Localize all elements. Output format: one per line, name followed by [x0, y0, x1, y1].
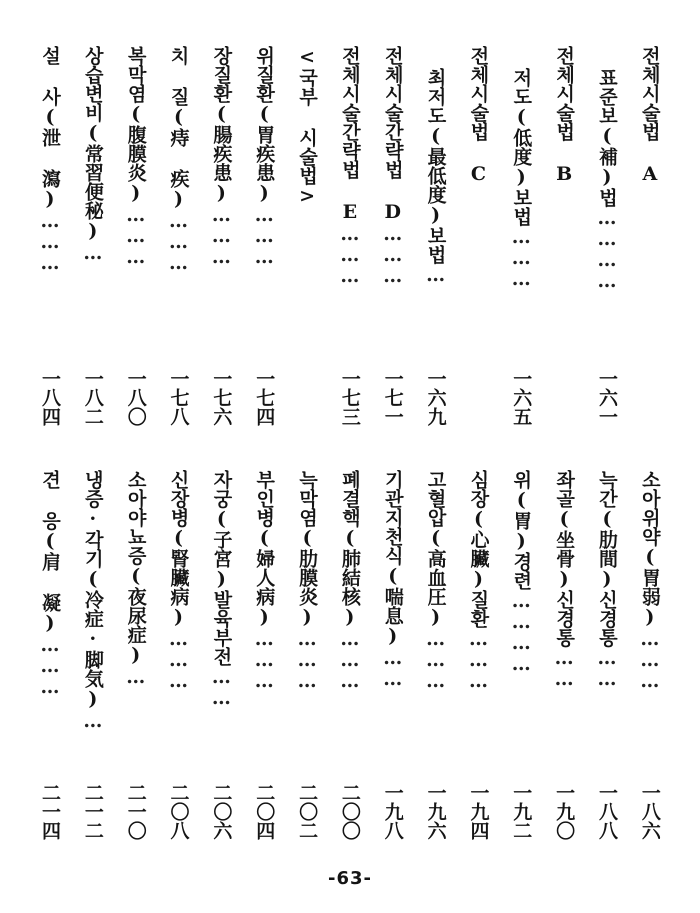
toc-entry-page: 一九四	[467, 783, 490, 840]
toc-entry-page: 二一二	[81, 783, 104, 840]
toc-entry-page: 一七四	[253, 369, 276, 426]
toc-entry	[73, 470, 113, 840]
toc-column-top	[30, 46, 670, 426]
toc-entry-leader: ………	[167, 210, 190, 273]
toc-entry-title: 폐결핵(肺結核)	[338, 470, 361, 628]
toc-entry	[587, 470, 627, 840]
toc-entry	[116, 46, 156, 426]
toc-entry-page: 一九二	[510, 783, 533, 840]
toc-entry-leader: ………	[210, 204, 233, 267]
toc-entry-page: 二〇八	[167, 783, 190, 840]
toc-entry-leader: …	[424, 264, 447, 285]
toc-entry-title: 전체시술간략법 D	[381, 46, 404, 223]
toc-entry-page: 二一〇	[124, 783, 147, 840]
toc-entry-title: 최저도(最低度)보법	[424, 68, 447, 264]
toc-entry-title: 냉증·각기(冷症·脚気)	[81, 470, 104, 710]
toc-entry	[501, 46, 541, 426]
toc-entry-title: 신장병(腎臟病)	[167, 470, 190, 628]
toc-entry-leader: ……	[210, 666, 233, 708]
toc-entry-page: 一六五	[510, 369, 533, 426]
toc-entry-leader: ………	[510, 226, 533, 289]
toc-entry-page: 一八〇	[124, 369, 147, 426]
toc-entry-leader: ………	[253, 628, 276, 691]
toc-entry-title: 좌골(坐骨)신경통	[553, 470, 576, 647]
toc-entry-leader: ……	[381, 647, 404, 689]
toc-entry-page: 一九八	[381, 783, 404, 840]
toc-entry-leader: …	[81, 242, 104, 263]
toc-entry-title: 부인병(婦人病)	[253, 470, 276, 628]
toc-entry	[159, 46, 199, 426]
toc-entry	[201, 46, 241, 426]
toc-entry-title: 심장(心臟)질환	[467, 470, 490, 628]
toc-entry	[630, 46, 670, 426]
toc-entry-title: 설 사(泄 瀉)	[39, 46, 61, 210]
toc-entry-page: 一九六	[424, 783, 447, 840]
toc-entry-page: 一九〇	[553, 783, 576, 840]
toc-entry-leader: ………	[296, 628, 319, 691]
toc-entry	[30, 46, 70, 426]
toc-entry-page: 二一四	[39, 783, 61, 840]
toc-entry-leader: …	[124, 666, 147, 687]
toc-entry	[544, 470, 584, 840]
toc-entry-page: 一八二	[81, 369, 104, 426]
toc-entry-title: 소아야뇨증(夜尿症)	[124, 470, 147, 666]
toc-entry-title: 저도(低度)보법	[510, 68, 533, 226]
toc-entry-leader: ………	[467, 628, 490, 691]
toc-entry	[244, 470, 284, 840]
toc-entry	[330, 470, 370, 840]
toc-entry-leader: …………	[510, 590, 533, 674]
toc-entry	[244, 46, 284, 426]
toc-entry-title: 소아위약(胃弱)	[638, 470, 661, 628]
toc-entry-page: 一六九	[424, 369, 447, 426]
toc-entry-page: 一八四	[39, 369, 61, 426]
toc-entry-page: 一六一	[595, 369, 618, 426]
toc-entry-page: 一七一	[381, 369, 404, 426]
toc-entry	[287, 46, 327, 426]
toc-entry	[201, 470, 241, 840]
toc-entry-leader: ………	[253, 204, 276, 267]
toc-entry	[373, 46, 413, 426]
toc-entry	[116, 470, 156, 840]
toc-entry-title: 자궁(子宮)발육부전	[210, 470, 233, 666]
toc-entry-title: 복막염(腹膜炎)	[124, 46, 147, 204]
toc-entry	[287, 470, 327, 840]
toc-entry-page: 一七八	[167, 369, 190, 426]
toc-entry	[458, 46, 498, 426]
toc-entry-title: 전체시술법 B	[553, 46, 576, 185]
toc-entry	[30, 470, 70, 840]
toc-entry-leader: ………	[338, 628, 361, 691]
toc-entry-title: 전체시술간략법 E	[338, 46, 361, 223]
toc-entry-title: 치 질(痔 疾)	[167, 46, 190, 210]
toc-entry-title: 전체시술법 A	[638, 46, 661, 185]
toc-entry-leader: ………	[638, 628, 661, 691]
toc-entry-leader: ………	[39, 210, 61, 273]
toc-entry-title: 위질환(胃疾患)	[253, 46, 276, 204]
toc-entry	[630, 470, 670, 840]
toc-entry	[544, 46, 584, 426]
toc-entry	[330, 46, 370, 426]
toc-entry	[73, 46, 113, 426]
toc-entry	[416, 470, 456, 840]
toc-entry-leader: …	[81, 710, 104, 731]
toc-entry-title: 위(胃)경련	[510, 470, 533, 590]
toc-entry-page: 一八六	[638, 783, 661, 840]
toc-entry-title: 전체시술법 C	[467, 46, 490, 185]
toc-entry-title: 늑간(肋間)신경통	[595, 470, 618, 647]
toc-entry-leader: ………	[381, 223, 404, 286]
toc-entry	[159, 470, 199, 840]
toc-entry-title: 고혈압(高血圧)	[424, 470, 447, 628]
toc-entry-leader: ………	[124, 204, 147, 267]
toc-entry-title: 견 응(肩 凝)	[39, 470, 61, 634]
toc-entry	[458, 470, 498, 840]
toc-entry	[373, 470, 413, 840]
toc-column-bottom	[30, 470, 670, 840]
toc-entry-leader: …………	[595, 207, 618, 291]
toc-entry-leader: ………	[167, 628, 190, 691]
toc-entry-title: 표준보(補)법	[595, 68, 618, 207]
toc-entry	[587, 46, 627, 426]
toc-entry-page: 一八八	[595, 783, 618, 840]
toc-entry-page: 二〇四	[253, 783, 276, 840]
toc-entry-title: 장질환(腸疾患)	[210, 46, 233, 204]
toc-entry-leader: ……	[595, 647, 618, 689]
toc-entry-leader: ………	[39, 634, 61, 697]
toc-entry-title: 늑막염(肋膜炎)	[296, 470, 319, 628]
page-number: -63-	[328, 868, 372, 889]
toc-entry	[416, 46, 456, 426]
toc-entry-leader: ………	[338, 223, 361, 286]
toc-entry-leader: ………	[424, 628, 447, 691]
toc-entry-title: <국부 시술법>	[296, 46, 319, 207]
toc-entry-page: 二〇二	[296, 783, 319, 840]
toc-entry	[501, 470, 541, 840]
toc-entry-leader: ……	[553, 647, 576, 689]
toc-entry-page: 一七六	[210, 369, 233, 426]
toc-entry-title: 상습변비(常習便秘)	[81, 46, 104, 242]
toc-entry-title: 기관지천식(喘息)	[381, 470, 404, 647]
toc-entry-page: 一七三	[338, 369, 361, 426]
toc-entry-page: 二〇〇	[338, 783, 361, 840]
toc-entry-page: 二〇六	[210, 783, 233, 840]
